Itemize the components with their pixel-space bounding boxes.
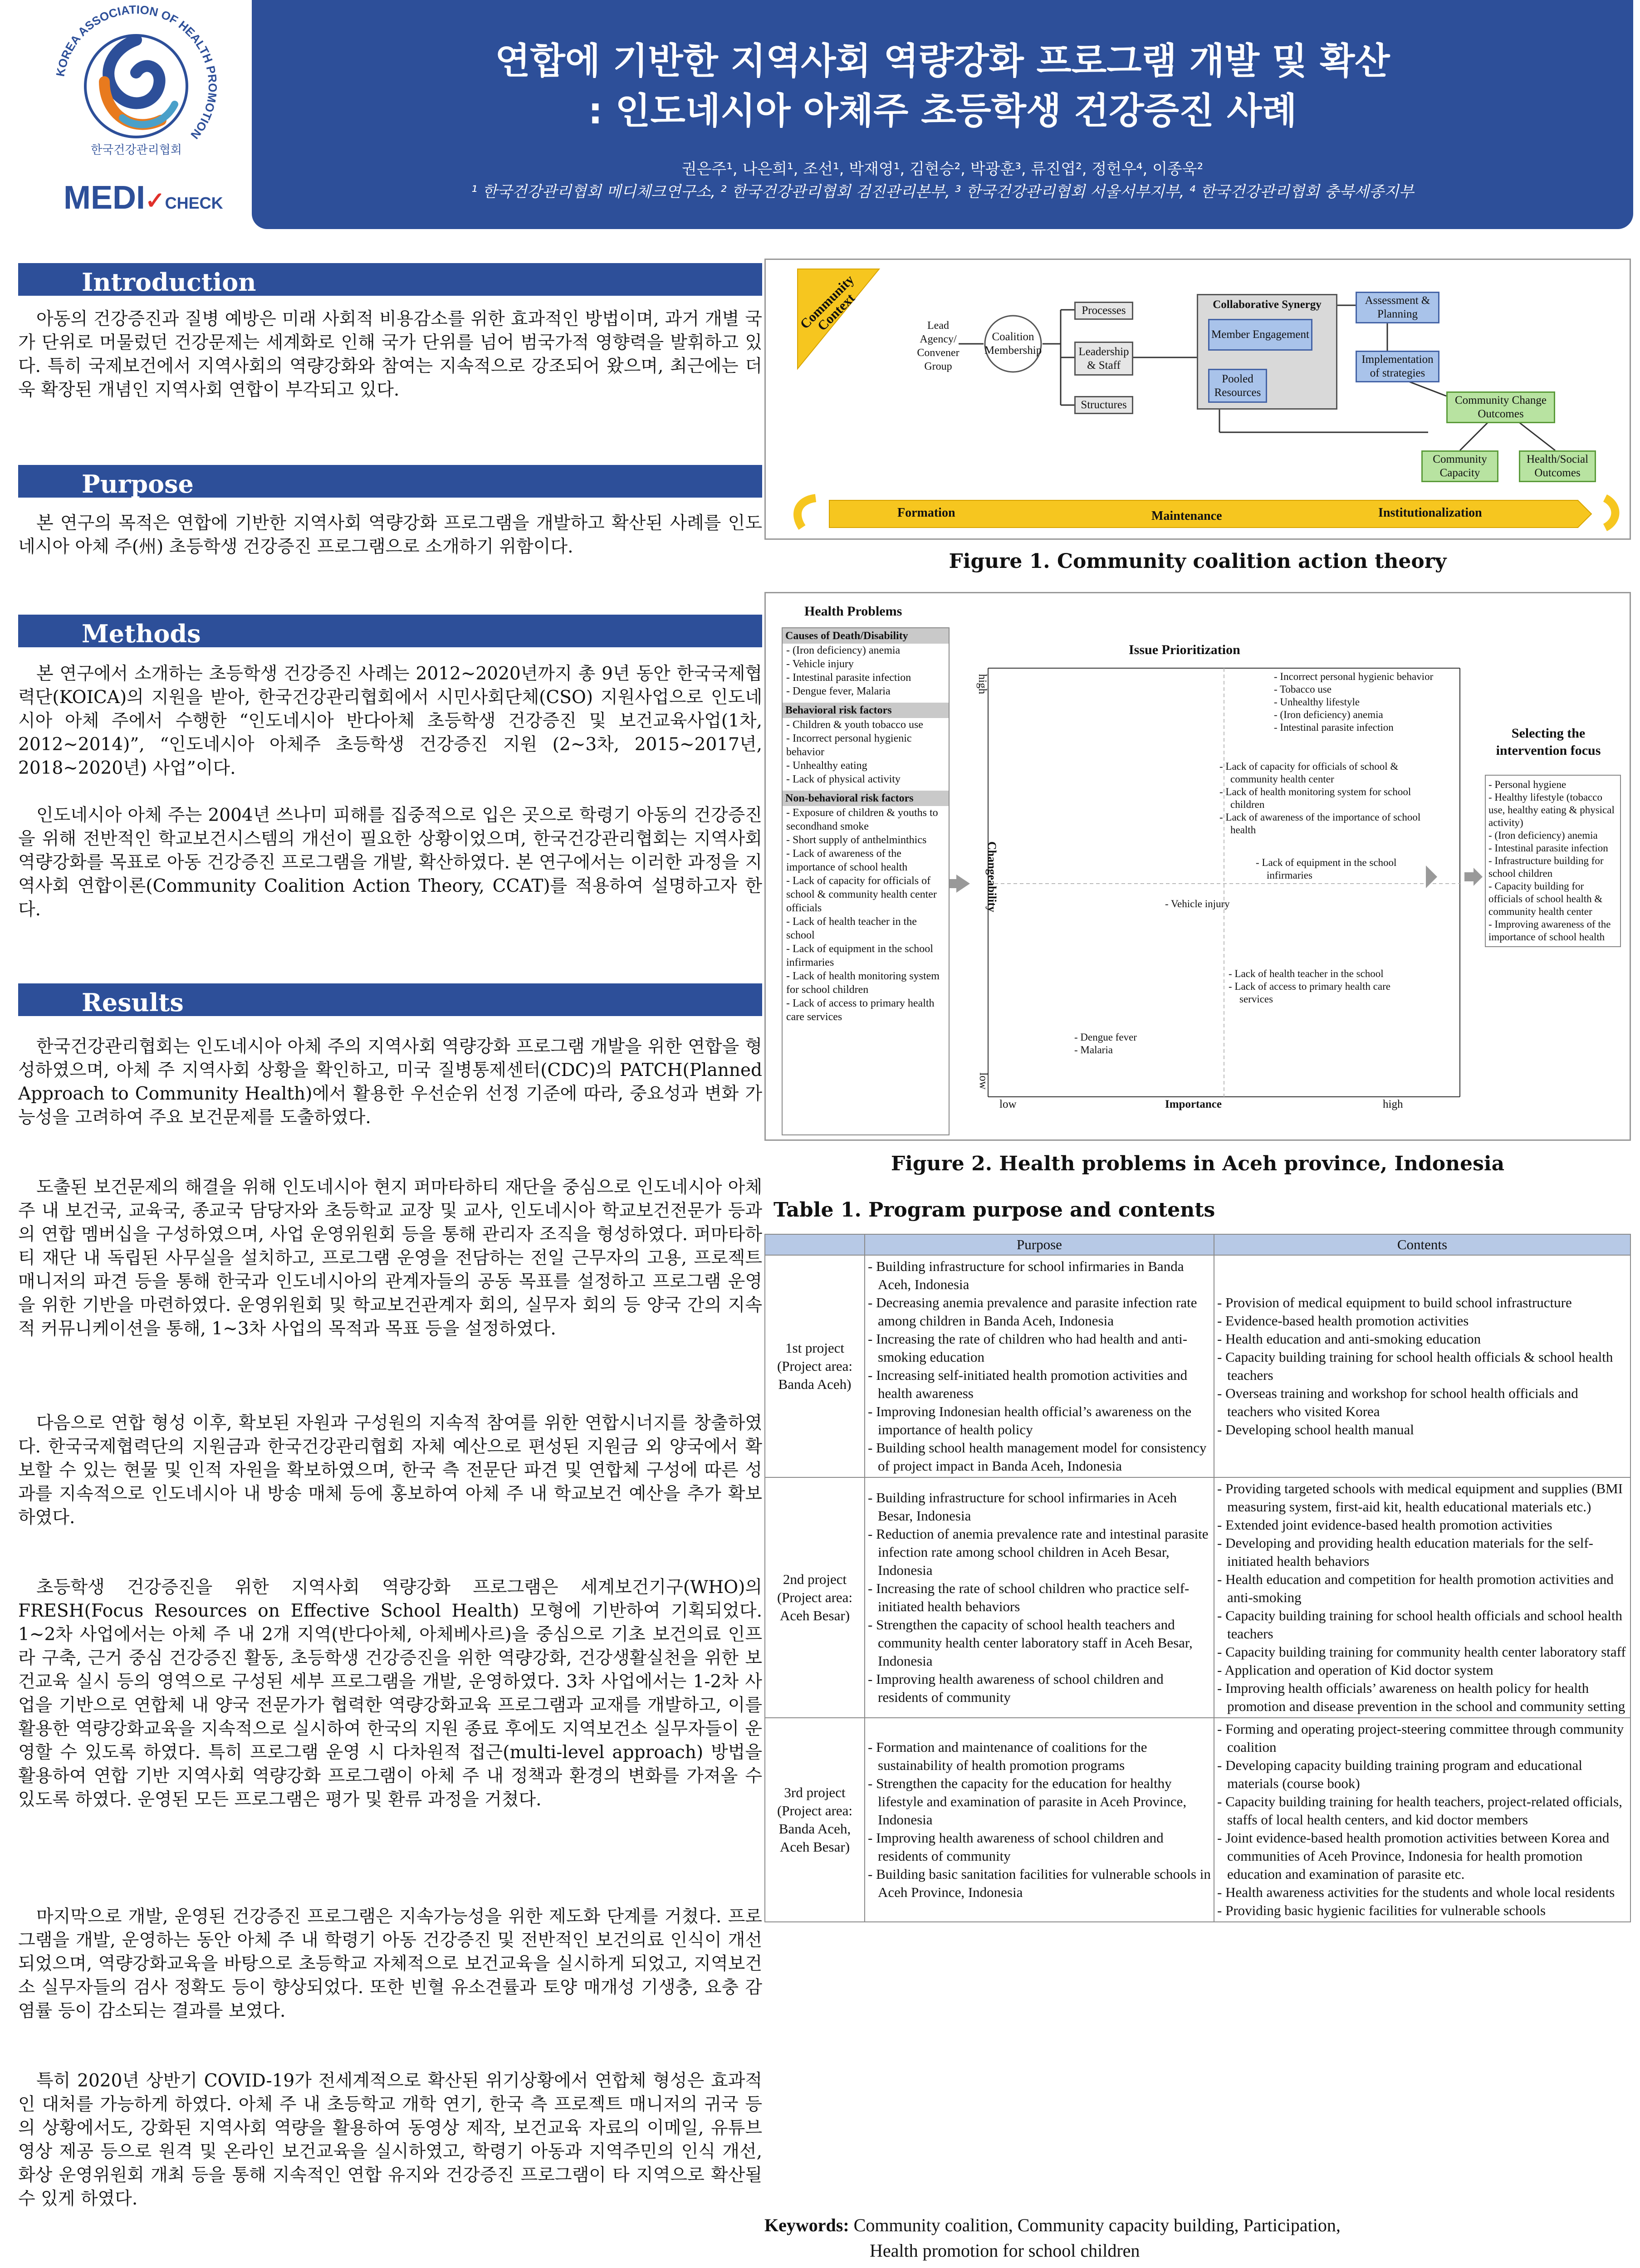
focus-item: - Healthy lifestyle (tobacco use, healthy eating & physical activity) bbox=[1488, 792, 1615, 828]
svg-text:KOREA ASSOCIATION OF HEALTH PR: KOREA ASSOCIATION OF HEALTH PROMOTION bbox=[53, 2, 220, 142]
brand-check: CHECK bbox=[165, 194, 223, 212]
project-cell: 2nd project (Project area: Aceh Besar) bbox=[765, 1477, 865, 1718]
methods-heading: Methods bbox=[82, 619, 201, 648]
y-axis-label: Changeability bbox=[985, 841, 999, 913]
focus-item: - Capacity building for officials of school health & community health center bbox=[1488, 880, 1603, 917]
group-title-nonbehavioral: Non-behavioral risk factors bbox=[783, 791, 949, 806]
author-list: 권은주¹, 나은희¹, 조선¹, 박재영¹, 김현승², 박광훈³, 류진엽², 정헌우⁴, 이종욱² bbox=[681, 160, 1204, 178]
table-1-caption: Table 1. Program purpose and contents bbox=[773, 1198, 1215, 1222]
cause-item: - Intestinal parasite infection bbox=[786, 672, 911, 684]
cause-item: - (Iron deficiency) anemia bbox=[786, 645, 901, 656]
methods-paragraph-1: 본 연구에서 소개하는 초등학생 건강증진 사례는 2012~2020년까지 총 9년 동안 한국국제협력단(KOICA)의 지원을 받아, 한국건강관리협회에서 시민사회단체(CSO) 지원사업으로 인도네시아 아체 주에서 수행한 “인도네시아 반다아체 초등학생 건강증진 및 보건교육사업(1차, 2012~2014)”, “인도네시아 아체주 초등학생 건강증진 지원 (2~3차, 2015~2017년, 2018~2020년) 사업”이다. bbox=[18, 664, 762, 778]
purpose-header bbox=[18, 465, 762, 498]
cluster-top-right: - Incorrect personal hygienic behavior - Tobacco use - Unhealthy lifestyle - (Iron deficiency) anemia - Intestinal parasite infection bbox=[1274, 671, 1434, 733]
results-header bbox=[18, 983, 762, 1016]
community-capacity-box: Community Capacity bbox=[1421, 450, 1498, 482]
collaborative-synergy-box: Collaborative Synergy bbox=[1197, 294, 1337, 410]
purpose-cell: - Building infrastructure for school infirmaries in Aceh Besar, Indonesia - Reduction of anemia prevalence rate and intestinal parasite infection rate among school children in Aceh Besar, Indonesia - Increasing the rate of school children who practice self-initiated health behaviors - Strengthen the capacity of school health teachers and community health center laboratory staff in Aceh Besar, Indonesia - Improving health awareness of school children and residents of community bbox=[865, 1477, 1214, 1718]
keywords bbox=[764, 2213, 1341, 2263]
lead-agency-box: Lead Agency/ Convener Group bbox=[917, 320, 960, 372]
results-paragraph-1: 한국건강관리협회는 인도네시아 아체 주의 지역사회 역량강화 프로그램 개발을 위한 연합을 형성하였으며, 아체 주 지역사회 상황을 확인하고, 미국 질병통제센터(CDC)의 PATCH(Planned Approach to Community Health)에서 활용한 우선순위 선정 기준에 따라, 중요성과 변화 가능성을 고려하여 주요 보건문제를 도출하였다. bbox=[18, 1036, 762, 1128]
x-high-label: high bbox=[1383, 1098, 1403, 1110]
nonbehavioral-item: - Lack of access to primary health care services bbox=[786, 997, 935, 1023]
intervention-focus-list bbox=[1485, 775, 1621, 947]
focus-item: - Infrastructure building for school children bbox=[1488, 855, 1604, 879]
program-table bbox=[764, 1234, 1631, 1922]
cycle-arrow-right-icon bbox=[1605, 498, 1616, 528]
figure-1-caption: Figure 1. Community coalition action theory bbox=[949, 550, 1447, 573]
group-title-behavioral: Behavioral risk factors bbox=[783, 703, 949, 718]
title-line-1: 연합에 기반한 지역사회 역량강화 프로그램 개발 및 확산 bbox=[495, 40, 1390, 82]
cluster-mid-right: - Lack of capacity for officials of school & community health center - Lack of health monitoring system for school children - Lack of awareness of the importance of school health bbox=[1219, 761, 1421, 836]
stage-formation: Formation bbox=[897, 506, 955, 520]
cause-item: - Vehicle injury bbox=[786, 658, 854, 670]
nonbehavioral-item: - Lack of health monitoring system for school children bbox=[786, 970, 940, 996]
nonbehavioral-item: - Lack of awareness of the importance of school health bbox=[786, 848, 908, 873]
assessment-box: Assessment & Planning bbox=[1356, 292, 1439, 323]
affiliation-list: ¹ 한국건강관리협회 메디체크연구소, ² 한국건강관리협회 검진관리본부, ³ 한국건강관리협회 서울서부지부, ⁴ 한국건강관리협회 충북세종지부 bbox=[471, 183, 1414, 201]
processes-box: Processes bbox=[1074, 302, 1133, 320]
nonbehavioral-item: - Short supply of anthelminthics bbox=[786, 834, 927, 846]
keywords-line-1: Community coalition, Community capacity building, Participation, bbox=[853, 2215, 1341, 2235]
methods-paragraph-2: 인도네시아 아체 주는 2004년 쓰나미 피해를 집중적으로 입은 곳으로 학령기 아동의 건강증진을 위해 전반적인 학교보건시스템의 개선이 필요한 상황이었으며, 한국건강관리협회는 지역사회 역량강화를 목표로 아동 건강증진 프로그램을 개발, 확산하였다. 본 연구에서는 이러한 과정을 지역사회 연합이론(Community Coalition Action Theory, CCAT)를 적용하여 설명하고자 한다. bbox=[18, 805, 762, 920]
figure-2-caption: Figure 2. Health problems in Aceh province, Indonesia bbox=[891, 1152, 1505, 1175]
results-paragraph-4: 초등학생 건강증진을 위한 지역사회 역량강화 프로그램은 세계보건기구(WHO)의 FRESH(Focus Resources on Effective School Health) 모형에 기반하여 기획되었다. 1~2차 사업에서는 아체 주 내 2개 지역(반다아체, 아체베사르)을 중심으로 기초 보건의료 인프라 구축, 근거 중심 건강증진 활동, 초등학생 건강증진을 위한 역량강화, 건강생활실천을 위한 보건교육 실시 등의 영역으로 구성된 세부 프로그램을 개발, 운영하였다. 3차 사업에서는 1-2차 사업을 기반으로 연합체 내 양국 전문가가 협력한 역량강화교육 프로그램과 교재를 개발하고, 이를 활용한 역량강화교육을 지속적으로 실시하여 한국의 지원 종료 후에도 지역보건소 실무자들이 운영할 수 있도록 하였다. 특히 프로그램 운영 시 다차원적 접근(multi-level approach) 방법을 활용하여 연합 기반 지역사회 역량강화 프로그램이 아체 주 내 정책과 환경의 변화를 가져올 수 있도록 하였다. 운영된 모든 프로그램은 평가 및 환류 과정을 거쳤다. bbox=[18, 1577, 762, 1810]
issue-prioritization-title: Issue Prioritization bbox=[1129, 642, 1240, 657]
col-project bbox=[765, 1234, 865, 1255]
purpose-text: 본 연구의 목적은 연합에 기반한 지역사회 역량강화 프로그램을 개발하고 확산된 사례를 인도네시아 아체 주(州) 초등학생 건강증진 프로그램으로 소개하기 위함이다. bbox=[18, 513, 762, 557]
title-line-2: : 인도네시아 아체주 초등학생 건강증진 사례 bbox=[588, 90, 1297, 132]
focus-item: - Personal hygiene bbox=[1488, 779, 1567, 790]
health-problems-title: Health Problems bbox=[804, 604, 902, 619]
contents-cell: - Forming and operating project-steering committee through community coalition - Developing capacity building training program and educational materials (course book) - Capacity building training for health teachers, project-related officials, staffs of local health centers, and kid doctor members - Joint evidence-based health promotion activities between Korea and communities of Aceh Province, Indonesia for health promotion education and examination of parasite etc. - Health awareness activities for the students and whole local residents - Providing basic hygienic facilities for vulnerable schools bbox=[1214, 1718, 1630, 1922]
col-purpose: Purpose bbox=[865, 1234, 1214, 1255]
nonbehavioral-item: - Exposure of children & youths to secondhand smoke bbox=[786, 807, 938, 832]
y-high-label: high bbox=[976, 674, 989, 694]
project-cell: 1st project (Project area: Banda Aceh) bbox=[765, 1255, 865, 1477]
focus-item: - Improving awareness of the importance of school health bbox=[1488, 919, 1611, 943]
col-contents: Contents bbox=[1214, 1234, 1630, 1255]
health-outcomes-box: Health/Social Outcomes bbox=[1519, 450, 1596, 482]
results-paragraph-5: 마지막으로 개발, 운영된 건강증진 프로그램은 지속가능성을 위한 제도화 단계를 거쳤다. 프로그램을 개발, 운영하는 동안 아체 주 내 학령기 아동 건강증진 및 전반적인 보건의료 인식이 개선되었으며, 역량강화교육을 바탕으로 초등학교 자체적으로 보건교육을 실시하게 되었고, 지역보건소 실무자들의 검사 정확도 등이 향상되었다. 또한 빈혈 유소견률과 토양 매개성 기생충, 요충 감염률 등이 감소되는 결과를 보였다. bbox=[18, 1906, 762, 2021]
purpose-cell: - Building infrastructure for school infirmaries in Banda Aceh, Indonesia - Decreasing anemia prevalence and parasite infection rate among children in Banda Aceh, Indonesia - Increasing the rate of children who had health and anti-smoking education - Increasing self-initiated health promotion activities and health awareness - Improving Indonesian health official’s awareness on the importance of health policy - Building school health management model for consistency of project impact in Banda Aceh, Indonesia bbox=[865, 1255, 1214, 1477]
project-cell: 3rd project (Project area: Banda Aceh, Aceh Besar) bbox=[765, 1718, 865, 1922]
cluster-low-left: - Dengue fever - Malaria bbox=[1074, 1031, 1137, 1056]
keywords-line-2: Health promotion for school children bbox=[870, 2240, 1140, 2261]
brand-medi: MEDI bbox=[64, 180, 145, 216]
figure-1 bbox=[764, 259, 1631, 540]
keywords-label: Keywords: bbox=[764, 2215, 849, 2235]
purpose-heading: Purpose bbox=[82, 469, 194, 499]
pooled-resources-box: Pooled Resources bbox=[1208, 369, 1267, 403]
vehicle-injury-label: - Vehicle injury bbox=[1165, 898, 1230, 909]
behavioral-item: - Incorrect personal hygienic behavior bbox=[786, 733, 912, 758]
nonbehavioral-item: - Lack of capacity for officials of school & community health center officials bbox=[786, 875, 937, 914]
stage-institutionalization: Institutionalization bbox=[1378, 506, 1482, 520]
equipment-label: - Lack of equipment in the school infirmaries bbox=[1256, 857, 1397, 881]
results-heading: Results bbox=[82, 988, 184, 1017]
focus-item: - (Iron deficiency) anemia bbox=[1488, 830, 1598, 841]
introduction-text: 아동의 건강증진과 질병 예방은 미래 사회적 비용감소를 위한 효과적인 방법이며, 과거 개별 국가 단위로 머물렀던 건강문제는 세계화로 인해 국가 단위를 넘어 범국가적 영향력을 발휘하고 있다. 특히 국제보건에서 지역사회의 역량강화와 참여는 지속적으로 강조되어 왔으며, 최근에는 더욱 확장된 개념인 지역사회 연합이 부각되고 있다. bbox=[18, 309, 762, 400]
community-change-box: Community Change Outcomes bbox=[1446, 391, 1555, 423]
introduction-header bbox=[18, 263, 762, 296]
behavioral-item: - Unhealthy eating bbox=[786, 760, 867, 772]
logo-korean-name: 한국건강관리협회 bbox=[91, 143, 182, 157]
member-engagement-box: Member Engagement bbox=[1208, 319, 1312, 351]
stage-maintenance: Maintenance bbox=[1151, 509, 1222, 523]
purpose-cell: - Formation and maintenance of coalitions for the sustainability of health promotion programs - Strengthen the capacity for the education for healthy lifestyle and examination of parasite in Aceh Province, Indonesia - Improving health awareness of school children and residents of community - Building basic sanitation facilities for vulnerable schools in Aceh Province, Indonesia bbox=[865, 1718, 1214, 1922]
table-row bbox=[765, 1477, 1630, 1718]
logo bbox=[18, 2, 245, 227]
implementation-box: Implementation of strategies bbox=[1356, 351, 1439, 382]
y-low-label: low bbox=[977, 1072, 989, 1090]
figure-2 bbox=[764, 592, 1631, 1141]
membership-label: Coalition Membership bbox=[984, 331, 1042, 357]
x-low-label: low bbox=[999, 1098, 1017, 1110]
group-title-causes: Causes of Death/Disability bbox=[783, 628, 949, 644]
behavioral-item: - Lack of physical activity bbox=[786, 773, 901, 785]
table-header-row bbox=[765, 1234, 1630, 1255]
results-paragraph-2: 도출된 보건문제의 해결을 위해 인도네시아 현지 퍼마타하티 재단을 중심으로 인도네시아 아체 주 내 보건국, 교육국, 종교국 담당자와 초등학교 교장 및 교사, 인도네시아 학교보건전문가 등과의 연합 멤버십을 구성하였으며, 사업 운영위원회 등을 통해 관리자 조직을 형성하였다. 퍼마타하티 재단 내 독립된 사무실을 설치하고, 프로그램 운영을 전담하는 전일 근무자의 고용, 프로젝트 매니저의 파견 등을 통해 한국과 인도네시아의 관계자들의 공동 목표를 설정하고 프로그램 운영을 위한 기반을 마련하였다. 운영위원회 및 학교보건관계자 회의, 실무자 회의 등 양국 간의 지속적 커뮤니케이션을 통해, 1~3차 사업의 목적과 목표 등을 설정하였다. bbox=[18, 1177, 762, 1339]
cluster-low-right: - Lack of health teacher in the school - Lack of access to primary health care services bbox=[1229, 968, 1390, 1005]
contents-cell: - Providing targeted schools with medical equipment and supplies (BMI measuring system, first-aid kit, health educational materials etc.) - Extended joint evidence-based health promotion activities - Developing and providing health education materials for the self-initiated health behaviors - Health education and competition for health promotion activities and anti-smoking - Capacity building training for school health officials and school health teachers - Capacity building training for community health center laboratory staff - Application and operation of Kid doctor system - Improving health officials’ awareness on health policy for health promotion and disease prevention in the school and community setting bbox=[1214, 1477, 1630, 1718]
intervention-focus-title: Selecting the intervention focus bbox=[1496, 726, 1601, 758]
table-row bbox=[765, 1718, 1630, 1922]
leadership-box: Leadership & Staff bbox=[1074, 342, 1133, 376]
medicheck-brand: MEDI✓CHECK bbox=[64, 180, 223, 216]
introduction-heading: Introduction bbox=[82, 268, 256, 297]
methods-header bbox=[18, 615, 762, 647]
results-paragraph-3: 다음으로 연합 형성 이후, 확보된 자원과 구성원의 지속적 참여를 위한 연합시너지를 창출하였다. 한국국제협력단의 지원금과 한국건강관리협회 자체 예산으로 편성된 지원금 외 양국에서 확보할 수 있는 현물 및 인적 자원을 확보하였으며, 한국 측 전문단 파견 및 연합체 구성에 따른 성과를 지속적으로 인도네시아 내 방송 매체 등에 홍보하여 아체 주 내 학교보건 예산을 추가 확보하였다. bbox=[18, 1413, 762, 1528]
title-banner bbox=[252, 0, 1633, 229]
context-label: Community Context bbox=[797, 272, 858, 334]
structures-box: Structures bbox=[1074, 396, 1133, 414]
nonbehavioral-item: - Lack of equipment in the school infirmaries bbox=[786, 943, 933, 968]
table-row bbox=[765, 1255, 1630, 1477]
cycle-arrow-left-icon bbox=[798, 498, 816, 528]
x-axis-label: Importance bbox=[1165, 1098, 1222, 1110]
results-paragraph-6: 특히 2020년 상반기 COVID-19가 전세계적으로 확산된 위기상황에서 연합체 형성은 효과적인 대처를 가능하게 하였다. 아체 주 내 초등학교 개학 연기, 한국 측 프로젝트 매니저의 귀국 등의 상황에서도, 강화된 지역사회 역량을 활용하여 동영상 제작, 보건교육 자료의 이메일, 유튜브 영상 제공 등으로 원격 및 온라인 보건교육을 실시하였고, 학령기 아동과 지역주민의 인식 개선, 화상 운영위원회 개최 등을 통해 지속적인 연합 유지와 건강증진 프로그램이 타 지역으로 확산될 수 있게 하였다. bbox=[18, 2071, 762, 2209]
cause-item: - Dengue fever, Malaria bbox=[786, 685, 891, 697]
contents-cell: - Provision of medical equipment to build school infrastructure - Evidence-based health promotion activities - Health education and anti-smoking education - Capacity building training for school health officials & school health teachers - Overseas training and workshop for school health officials and teachers who visited Korea - Developing school health manual bbox=[1214, 1255, 1630, 1477]
behavioral-item: - Children & youth tobacco use bbox=[786, 719, 923, 731]
focus-item: - Intestinal parasite infection bbox=[1488, 842, 1608, 854]
nonbehavioral-item: - Lack of health teacher in the school bbox=[786, 916, 917, 941]
